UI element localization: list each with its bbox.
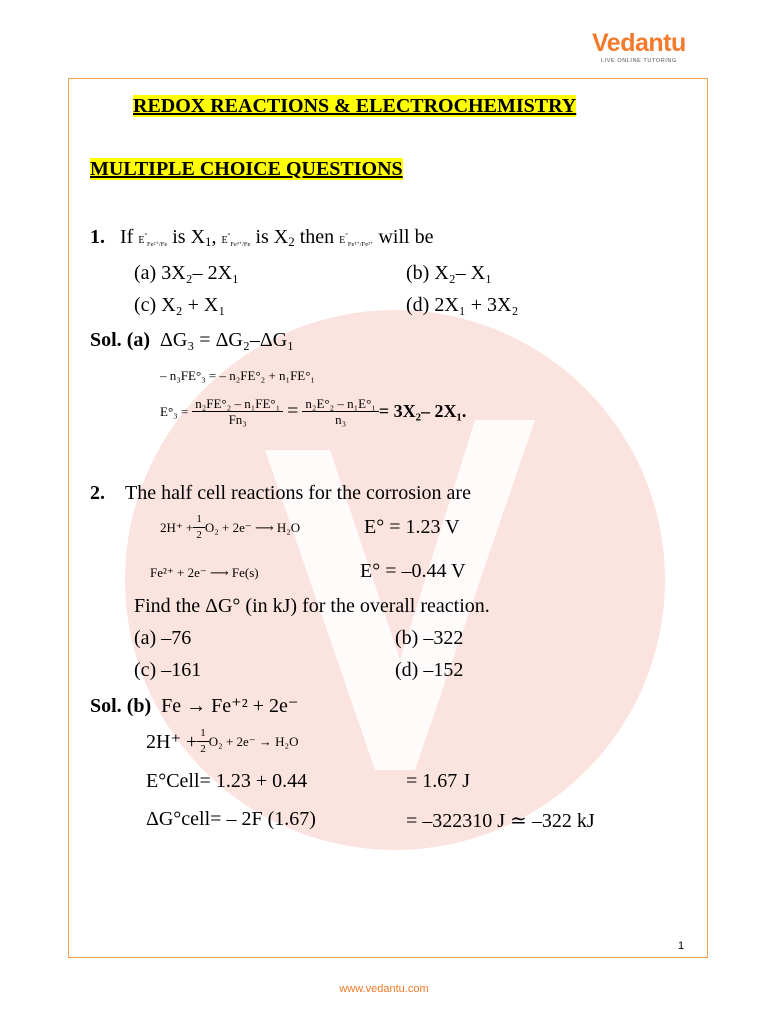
solution-1-line3: E°₃ = $\frac{\text{n₂FE°₂ – n₁FE°₁}}{\text{Fn₃}}$ = $\frac{\text{n₂E°₂ – n₁E°₁}}{\text{n₃}}$ = 3X₂– 2X₁. (160, 396, 467, 427)
reaction-2: Fe²⁺ + 2e⁻ ⟶ Fe(s) (150, 565, 259, 580)
reaction-2-potential: E° = –0.44 V (360, 560, 466, 582)
reaction-1-potential: E° = 1.23 V (364, 516, 460, 538)
solution-2-line1: Sol. (b) Fe → Fe⁺² + 2e⁻ (90, 695, 299, 717)
q2-option-d: (d) –152 (395, 659, 464, 681)
solution-1-line2: – n₃FE°₃ = – n₂FE°₂ + n₁FE°₁ (160, 368, 315, 383)
footer-website: www.vedantu.com (339, 983, 429, 995)
section-heading: MULTIPLE CHOICE QUESTIONS (90, 158, 403, 180)
q1-option-c: (c) X₂ + X₁ (134, 294, 226, 316)
q1-option-b: (b) X₂– X₁ (406, 262, 493, 284)
q2-option-a: (a) –76 (134, 627, 192, 649)
q2-option-b: (b) –322 (395, 627, 464, 649)
e-fe3-fe: $E^\circ_{Fe^{3+}/Fe}$ (221, 232, 251, 248)
page-number: 1 (678, 940, 685, 952)
solution-1-line1: Sol. (a) ΔG₃ = ΔG₂–ΔG₁ (90, 329, 295, 351)
solution-2-line2: 2H⁺ + $\frac{1}{2}$ O₂ + 2e⁻ → H₂O (146, 727, 299, 755)
fraction-2: $\frac{\text{n₂E°₂ – n₁E°₁}}{\text{n₃}}$ (302, 396, 378, 427)
q1-option-d: (d) 2X₁ + 3X₂ (406, 294, 519, 316)
q2-option-c: (c) –161 (134, 659, 202, 681)
vedantu-logo (592, 30, 686, 64)
question-1: 1. If $E^\circ_{Fe^{2+}/Fe}$ is $X_1$, $E^\circ_{Fe^{3+}/Fe}$ is $X_2$ then $E^\circ_{Fe^{3+}/Fe^{2+}}$ will be (90, 226, 434, 249)
solution-2-dg-result: = –322310 J ≃ –322 kJ (406, 810, 595, 832)
question-2: 2. The half cell reactions for the corrosion are (90, 482, 471, 504)
question-2-ask: Find the ΔG° (in kJ) for the overall reaction. (134, 595, 490, 617)
fraction-1: $\frac{\text{n₂FE°₂ – n₁FE°₁}}{\text{Fn₃}}$ (192, 396, 283, 427)
logo-tagline: LIVE ONLINE TUTORING (600, 58, 677, 64)
e-fe3-fe2: $E^\circ_{Fe^{3+}/Fe^{2+}}$ (339, 232, 374, 248)
e-fe2-fe: $E^\circ_{Fe^{2+}/Fe}$ (138, 232, 168, 248)
solution-2-dg: ΔG°cell= – 2F (1.67) (146, 808, 316, 830)
reaction-1: 2H⁺ + $\frac{1}{2}$ O₂ + 2e⁻ ⟶ H₂O (160, 513, 301, 541)
logo-wordmark: Vedantu (592, 29, 686, 57)
page-title: REDOX REACTIONS & ELECTROCHEMISTRY (133, 95, 577, 117)
solution-2-ecell: E°Cell= 1.23 + 0.44 (146, 770, 308, 792)
solution-2-ecell-result: = 1.67 J (406, 770, 471, 792)
q1-option-a: (a) 3X₂– 2X₁ (134, 262, 240, 284)
